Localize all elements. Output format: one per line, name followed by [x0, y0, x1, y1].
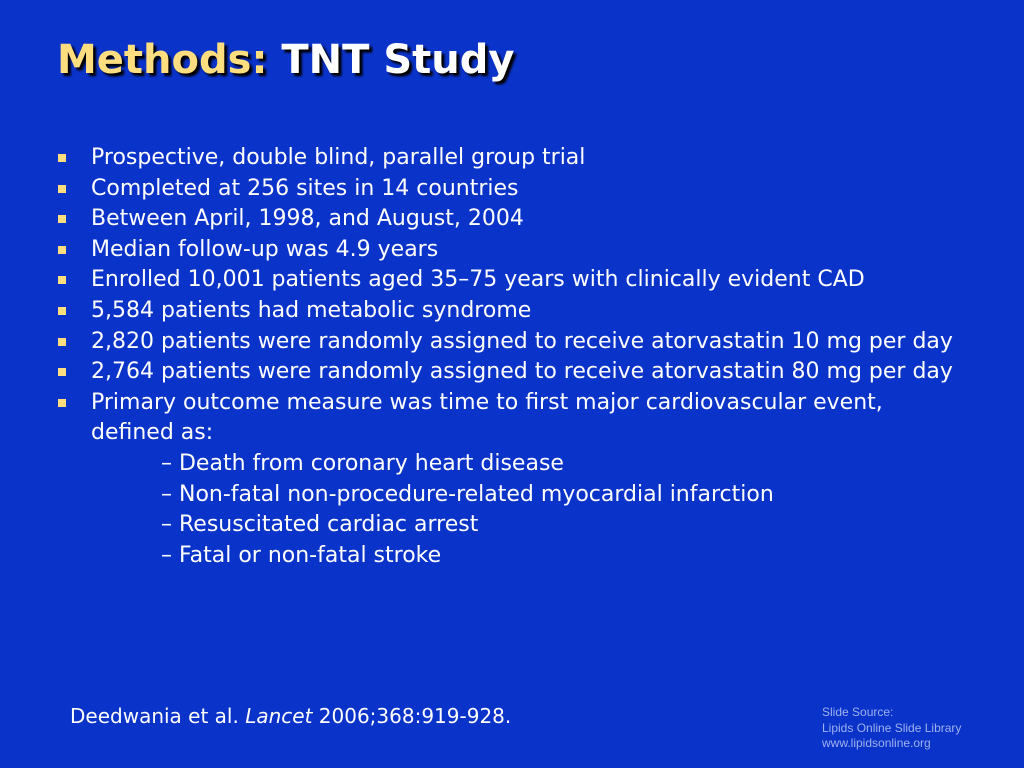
bullet-item: [58, 388, 958, 572]
title-label: Methods:: [57, 37, 268, 83]
title-main: TNT Study: [281, 37, 515, 83]
bullet-text: Completed at 256 sites in 14 countries: [91, 175, 519, 201]
citation-authors: Deedwania et al.: [70, 704, 239, 728]
sub-bullet-item: – Death from coronary heart disease: [161, 450, 564, 476]
bullet-item: [58, 174, 958, 205]
square-bullet-icon: [58, 185, 66, 193]
bullet-text: 2,820 patients were randomly assigned to receive atorvastatin 10 mg per day: [91, 328, 953, 354]
citation-journal: Lancet: [245, 704, 313, 728]
bullet-item: [58, 235, 958, 266]
bullet-item: [58, 204, 958, 235]
square-bullet-icon: [58, 276, 66, 284]
square-bullet-icon: [58, 338, 66, 346]
bullet-item: [58, 327, 958, 358]
square-bullet-icon: [58, 246, 66, 254]
source-url: www.lipidsonline.org: [822, 736, 931, 750]
slide-source: [822, 705, 961, 752]
sub-bullet-item: – Resuscitated cardiac arrest: [161, 512, 479, 538]
bullet-text: 5,584 patients had metabolic syndrome: [91, 297, 532, 323]
bullet-text: Median follow-up was 4.9 years: [91, 236, 439, 262]
bullet-text: Enrolled 10,001 patients aged 35–75 years with clinically evident CAD: [91, 267, 865, 293]
square-bullet-icon: [58, 215, 66, 223]
sub-bullet-item: – Fatal or non-fatal stroke: [161, 542, 442, 568]
bullet-text: Prospective, double blind, parallel group trial: [91, 145, 586, 170]
bullet-text: Primary outcome measure was time to first major cardiovascular event, defined as:: [91, 389, 883, 446]
sub-bullet-list: [91, 449, 958, 571]
bullet-item: [58, 265, 958, 296]
bullet-item: [58, 296, 958, 327]
citation: [70, 703, 511, 729]
square-bullet-icon: [58, 307, 66, 315]
citation-details: 2006;368:919-928.: [318, 704, 512, 728]
sub-bullet-item: – Non-fatal non-procedure-related myocardial infarction: [161, 481, 774, 507]
source-label: Slide Source:: [822, 705, 894, 719]
bullet-item: [58, 143, 958, 174]
square-bullet-icon: [58, 368, 66, 376]
bullet-text: 2,764 patients were randomly assigned to receive atorvastatin 80 mg per day: [91, 359, 953, 385]
bullet-text: Between April, 1998, and August, 2004: [91, 206, 524, 232]
source-library: Lipids Online Slide Library: [822, 720, 962, 735]
bullet-item: [58, 357, 958, 388]
bullet-list: [58, 143, 958, 571]
slide-title: [57, 36, 514, 84]
square-bullet-icon: [58, 154, 66, 162]
square-bullet-icon: [58, 399, 66, 407]
